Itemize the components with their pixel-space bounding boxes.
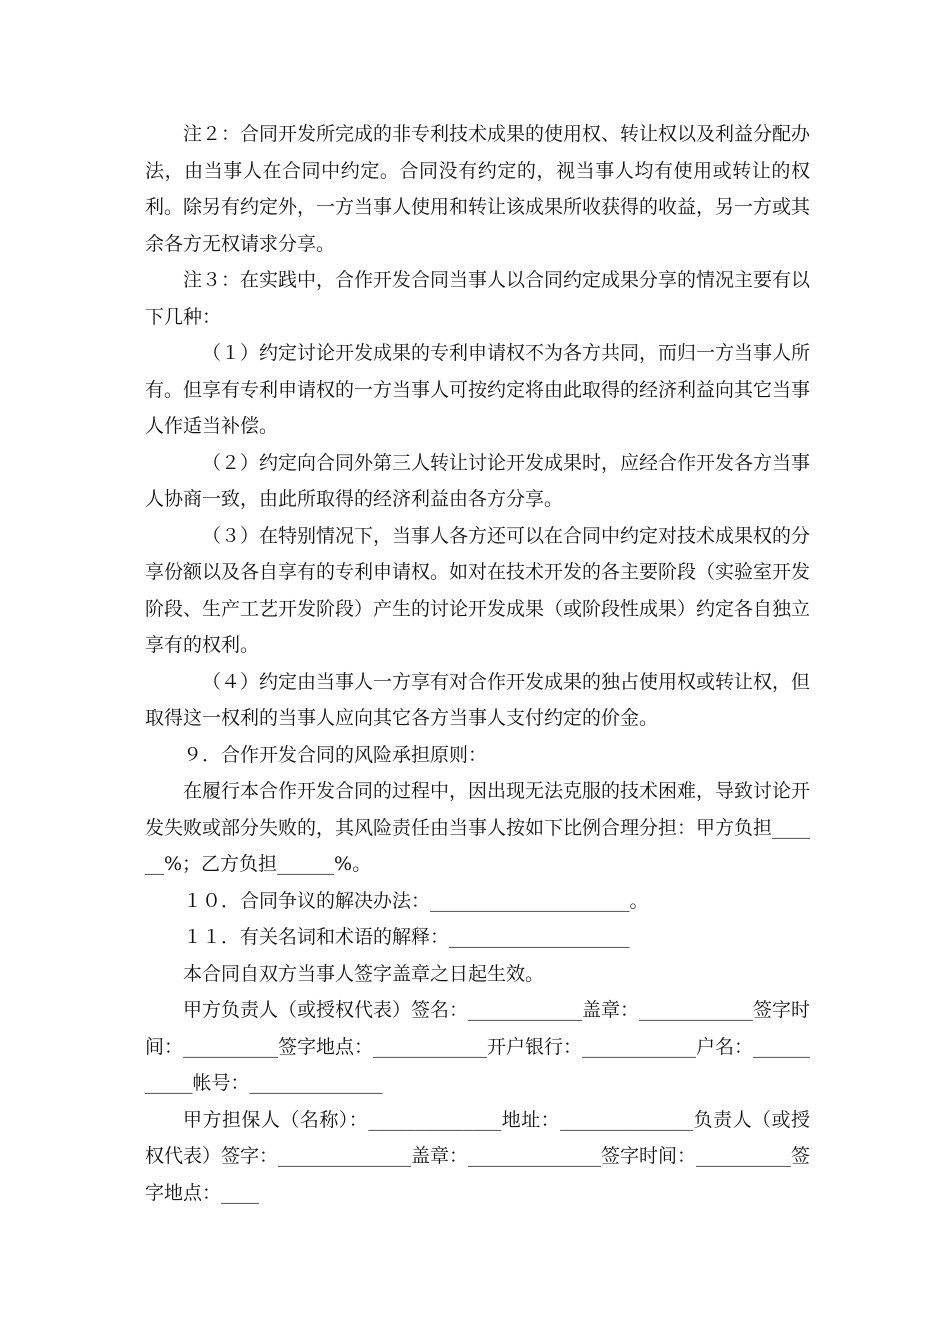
clause-11-paragraph: １１．有关名词和术语的解释：___________________ — [183, 926, 630, 948]
note-2-paragraph: 注２：合同开发所完成的非专利技术成果的使用权、转让权以及利益分配办法，由当事人在合同中约定。合同没有约定的，视当事人均有使用或转让的权利。除另有约定外，一方当事人使用和转让该成果所收获得的收益，另一方或其余各方无权请求分享。 — [145, 123, 811, 255]
effective-date-paragraph: 本合同自双方当事人签字盖章之日起生效。 — [183, 962, 545, 985]
item-3-paragraph: （３）在特别情况下，当事人各方还可以在合同中约定对技术成果权的分享份额以及各自享有的专利申请权。如对在技术开发的各主要阶段（实验室开发阶段、生产工艺开发阶段）产生的讨论开发成果（或阶段性成果）约定各自独立享有的权利。 — [145, 524, 811, 656]
item-2-paragraph: （２）约定向合同外第三人转让讨论开发成果时，应经合作开发各方当事人协商一致，由此所取得的经济利益由各方分享。 — [145, 451, 811, 510]
item-4-paragraph: （４）约定由当事人一方享有对合作开发成果的独占使用权或转让权，但取得这一权利的当事人应向其它各方当事人支付约定的价金。 — [145, 670, 811, 729]
party-a-signature-paragraph: 甲方负责人（或授权代表）签名：____________盖章：____________签字时间：__________签字地点：____________开户银行：____________户名：___________帐号：______________ — [145, 999, 811, 1094]
party-a-guarantor-paragraph: 甲方担保人（名称）：______________地址：______________负责人（或授权代表）签字：______________盖章：______________签字时间：__________签字地点：____ — [145, 1108, 811, 1204]
clause-10-paragraph: １０．合同争议的解决办法：_____________________。 — [183, 889, 649, 912]
clause-9-heading: ９．合作开发合同的风险承担原则： — [183, 743, 488, 766]
item-1-paragraph: （１）约定讨论开发成果的专利申请权不为各方共同，而归一方当事人所有。但享有专利申请权的一方当事人可按约定将由此取得的经济利益向其它当事人作适当补偿。 — [145, 342, 811, 437]
document-body — [145, 116, 810, 1211]
note-3-paragraph: 注３：在实践中，合作开发合同当事人以合同约定成果分享的情况主要有以下几种： — [145, 269, 811, 328]
risk-sharing-paragraph: 在履行本合作开发合同的过程中，因出现无法克服的技术困难，导致讨论开发失败或部分失败的，其风险责任由当事人按如下比例合理分担：甲方负担______%；乙方负担______%。 — [145, 780, 811, 875]
